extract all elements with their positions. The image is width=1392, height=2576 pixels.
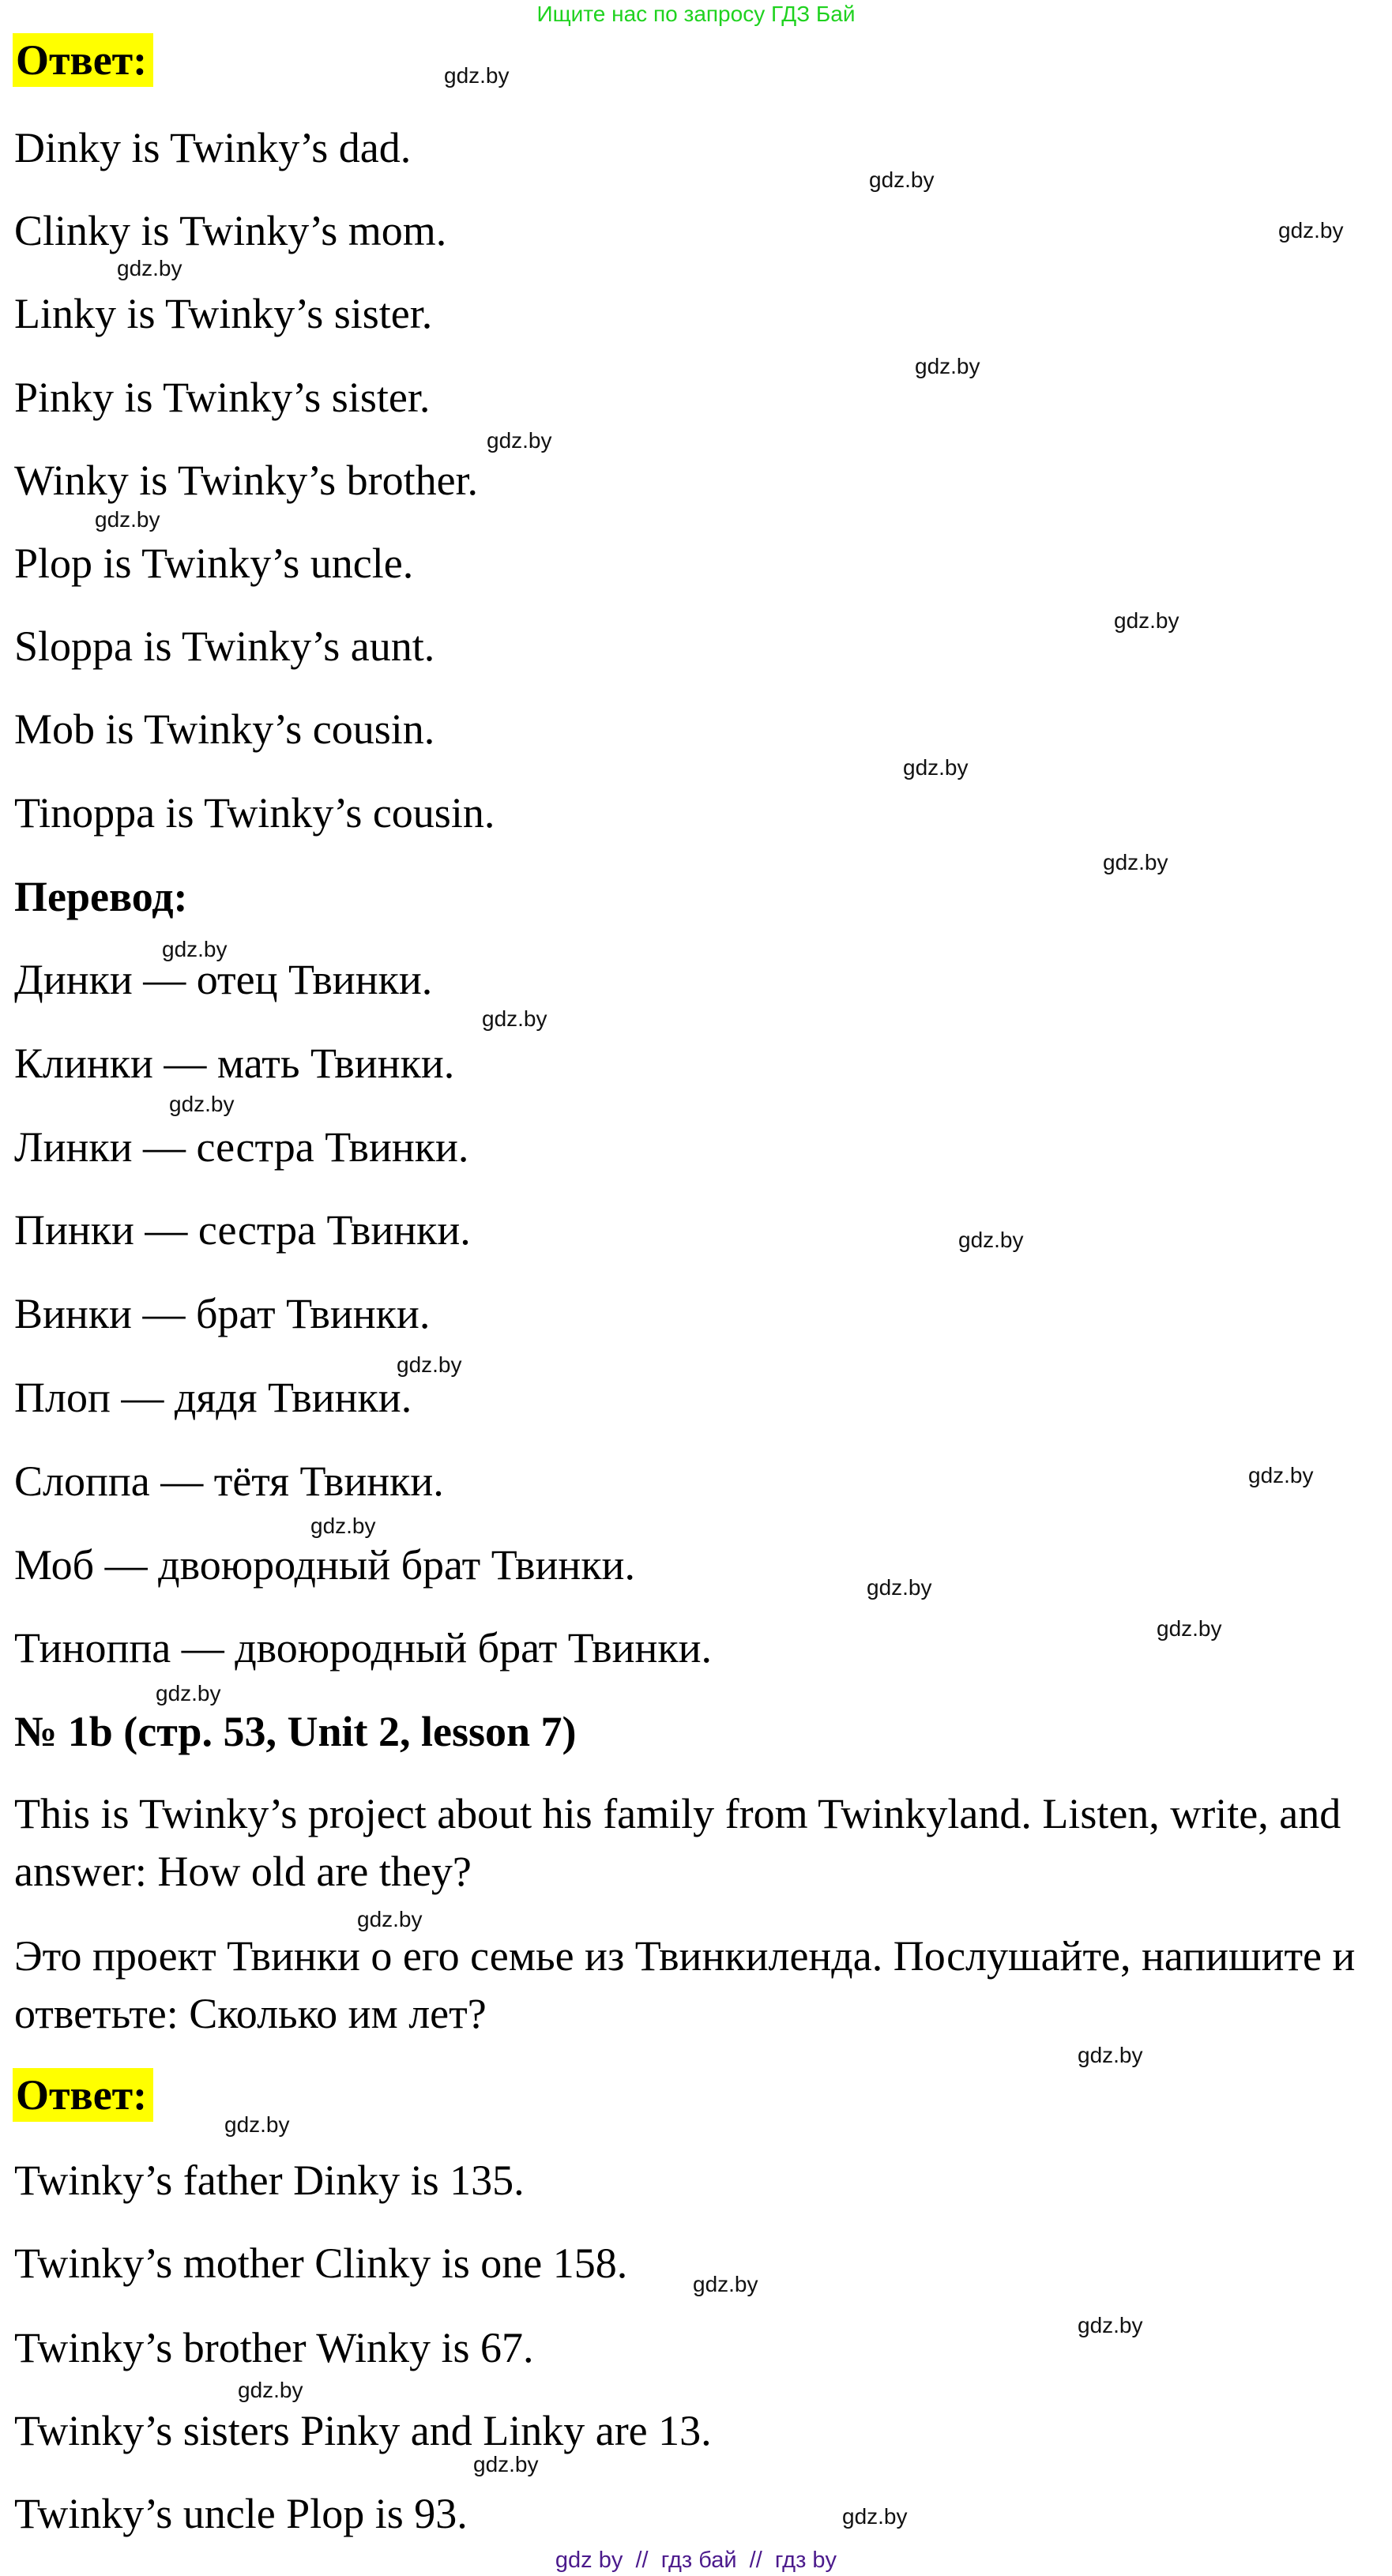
age-answer-line: Twinky’s uncle Plop is 93. bbox=[14, 2490, 468, 2537]
watermark: gdz.by bbox=[162, 937, 228, 961]
watermark: gdz.by bbox=[487, 428, 552, 453]
watermark: gdz.by bbox=[397, 1352, 462, 1377]
watermark: gdz.by bbox=[224, 2112, 290, 2137]
answer-line: Plop is Twinky’s uncle. bbox=[14, 540, 414, 587]
watermark: gdz.by bbox=[1078, 2313, 1143, 2337]
translation-line: Пинки — сестра Твинки. bbox=[14, 1206, 471, 1254]
watermark: gdz.by bbox=[156, 1681, 221, 1705]
answer-line: Sloppa is Twinky’s aunt. bbox=[14, 622, 435, 670]
search-hint-banner: Ищите нас по запросу ГДЗ Бай bbox=[536, 2, 856, 26]
translation-line: Тиноппа — двоюродный брат Твинки. bbox=[14, 1624, 713, 1672]
exercise-title: № 1b (стр. 53, Unit 2, lesson 7) bbox=[14, 1708, 577, 1755]
age-answer-line: Twinky’s brother Winky is 67. bbox=[14, 2324, 534, 2371]
watermark: gdz.by bbox=[482, 1006, 547, 1031]
answer-line: Mob is Twinky’s cousin. bbox=[14, 705, 435, 753]
footer-site-links: gdz by // гдз бай // гдз by bbox=[555, 2548, 837, 2573]
answer-line: Winky is Twinky’s brother. bbox=[14, 457, 479, 504]
watermark: gdz.by bbox=[1114, 608, 1179, 633]
watermark: gdz.by bbox=[473, 2452, 539, 2476]
watermark: gdz.by bbox=[867, 1575, 932, 1600]
watermark: gdz.by bbox=[444, 63, 510, 88]
answer-label: Ответ: bbox=[13, 33, 153, 87]
translation-line: Моб — двоюродный брат Твинки. bbox=[14, 1541, 635, 1589]
answer-label: Ответ: bbox=[13, 2068, 153, 2122]
answer-line: Linky is Twinky’s sister. bbox=[14, 290, 433, 337]
watermark: gdz.by bbox=[869, 167, 935, 192]
answer-line: Clinky is Twinky’s mom. bbox=[14, 207, 447, 254]
translation-line: Винки — брат Твинки. bbox=[14, 1290, 431, 1337]
watermark: gdz.by bbox=[1157, 1616, 1222, 1641]
translation-line: Динки — отец Твинки. bbox=[14, 956, 433, 1003]
translation-line: Плоп — дядя Твинки. bbox=[14, 1374, 412, 1421]
watermark: gdz.by bbox=[95, 507, 160, 532]
translation-line: Клинки — мать Твинки. bbox=[14, 1040, 455, 1087]
translation-line: Линки — сестра Твинки. bbox=[14, 1123, 469, 1171]
watermark: gdz.by bbox=[1078, 2043, 1143, 2067]
watermark: gdz.by bbox=[693, 2272, 758, 2296]
watermark: gdz.by bbox=[310, 1514, 376, 1538]
answer-line: Pinky is Twinky’s sister. bbox=[14, 374, 431, 421]
watermark: gdz.by bbox=[1278, 218, 1344, 243]
age-answer-line: Twinky’s mother Clinky is one 158. bbox=[14, 2239, 628, 2287]
watermark: gdz.by bbox=[903, 755, 969, 780]
age-answer-line: Twinky’s sisters Pinky and Linky are 13. bbox=[14, 2407, 712, 2454]
watermark: gdz.by bbox=[1103, 850, 1168, 874]
task-text-en: This is Twinky’s project about his family from Twinkyland. Listen, write, and answer: How old are they? bbox=[14, 1790, 1341, 1895]
task-text-ru: Это проект Твинки о его семье из Твинкиленда. Послушайте, напишите и ответьте: Сколько им лет? bbox=[14, 1932, 1356, 2037]
watermark: gdz.by bbox=[842, 2504, 908, 2529]
watermark: gdz.by bbox=[169, 1092, 235, 1116]
watermark: gdz.by bbox=[958, 1228, 1024, 1252]
watermark: gdz.by bbox=[238, 2378, 303, 2402]
watermark: gdz.by bbox=[357, 1907, 423, 1931]
translation-heading: Перевод: bbox=[14, 873, 188, 920]
watermark: gdz.by bbox=[1248, 1463, 1314, 1487]
age-answer-line: Twinky’s father Dinky is 135. bbox=[14, 2157, 525, 2204]
watermark: gdz.by bbox=[915, 354, 980, 378]
answer-line: Dinky is Twinky’s dad. bbox=[14, 124, 412, 171]
translation-line: Слоппа — тётя Твинки. bbox=[14, 1457, 444, 1505]
answer-line: Tinoppa is Twinky’s cousin. bbox=[14, 789, 495, 837]
watermark: gdz.by bbox=[117, 256, 182, 280]
